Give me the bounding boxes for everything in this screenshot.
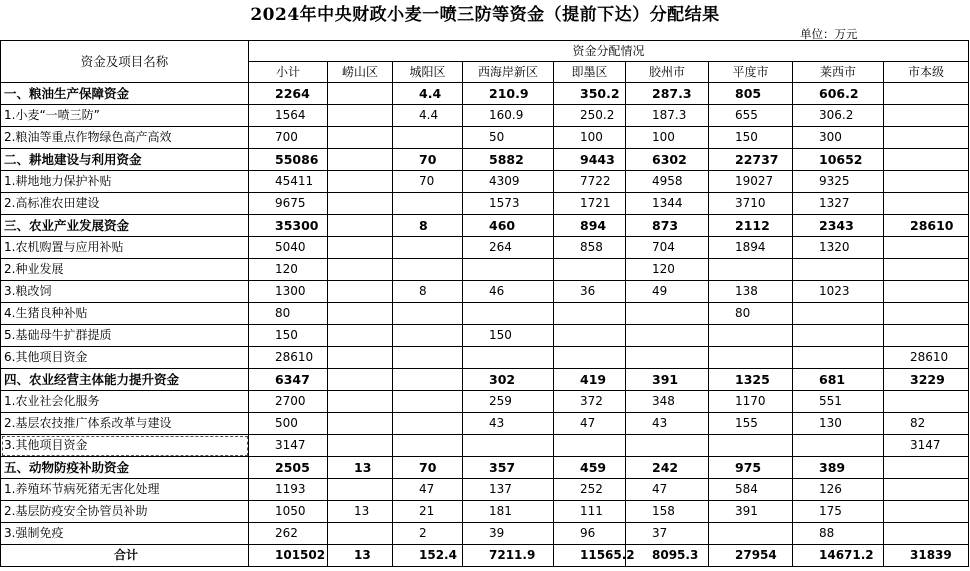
value-cell[interactable] xyxy=(328,215,393,237)
value-cell[interactable]: 35300 xyxy=(249,215,328,237)
value-cell[interactable]: 7722 xyxy=(554,171,626,193)
value-cell[interactable] xyxy=(393,347,463,369)
value-cell[interactable]: 43 xyxy=(463,413,554,435)
value-cell[interactable]: 259 xyxy=(463,391,554,413)
value-cell[interactable]: 130 xyxy=(793,413,884,435)
column-header[interactable]: 莱西市 xyxy=(793,62,884,83)
value-cell[interactable]: 45411 xyxy=(249,171,328,193)
header-row-group xyxy=(1,41,969,62)
value-cell[interactable]: 150 xyxy=(463,325,554,347)
value-cell[interactable]: 1320 xyxy=(793,237,884,259)
value-cell[interactable]: 1193 xyxy=(249,479,328,501)
row-label-cell[interactable]: 1.小麦“一喷三防” xyxy=(1,105,249,127)
value-cell[interactable]: 262 xyxy=(249,523,328,545)
value-cell[interactable]: 242 xyxy=(626,457,709,479)
value-cell[interactable] xyxy=(884,391,969,413)
value-cell[interactable]: 704 xyxy=(626,237,709,259)
value-cell[interactable]: 155 xyxy=(709,413,793,435)
row-label-cell[interactable]: 1.农业社会化服务 xyxy=(1,391,249,413)
value-cell[interactable]: 1170 xyxy=(709,391,793,413)
value-cell[interactable] xyxy=(328,105,393,127)
table-row xyxy=(1,435,969,457)
row-label-cell[interactable]: 3.强制免疫 xyxy=(1,523,249,545)
value-cell[interactable]: 55086 xyxy=(249,149,328,171)
section-row xyxy=(1,457,969,479)
table-row xyxy=(1,325,969,347)
value-cell[interactable] xyxy=(393,237,463,259)
value-cell[interactable]: 250.2 xyxy=(554,105,626,127)
value-cell[interactable]: 8 xyxy=(393,215,463,237)
table-row xyxy=(1,237,969,259)
value-cell[interactable] xyxy=(709,435,793,457)
value-cell[interactable] xyxy=(328,347,393,369)
value-cell[interactable]: 111 xyxy=(554,501,626,523)
value-cell[interactable] xyxy=(709,347,793,369)
value-cell[interactable] xyxy=(626,435,709,457)
value-cell[interactable] xyxy=(328,171,393,193)
value-cell[interactable] xyxy=(393,193,463,215)
table-row xyxy=(1,303,969,325)
value-cell[interactable] xyxy=(328,303,393,325)
value-cell[interactable]: 96 xyxy=(554,523,626,545)
value-cell[interactable]: 1573 xyxy=(463,193,554,215)
table-row xyxy=(1,501,969,523)
value-cell[interactable]: 50 xyxy=(463,127,554,149)
value-cell[interactable] xyxy=(626,303,709,325)
value-cell[interactable] xyxy=(328,479,393,501)
value-cell[interactable]: 975 xyxy=(709,457,793,479)
value-cell[interactable]: 21 xyxy=(393,501,463,523)
value-cell[interactable] xyxy=(884,149,969,171)
value-cell[interactable] xyxy=(884,193,969,215)
value-cell[interactable]: 150 xyxy=(709,127,793,149)
value-cell[interactable]: 391 xyxy=(709,501,793,523)
value-cell[interactable]: 138 xyxy=(709,281,793,303)
value-cell[interactable] xyxy=(884,479,969,501)
value-cell[interactable] xyxy=(328,127,393,149)
value-cell[interactable]: 1344 xyxy=(626,193,709,215)
row-label-cell[interactable]: 6.其他项目资金 xyxy=(1,347,249,369)
value-cell[interactable]: 49 xyxy=(626,281,709,303)
value-cell[interactable]: 348 xyxy=(626,391,709,413)
value-cell[interactable] xyxy=(328,237,393,259)
value-cell[interactable]: 46 xyxy=(463,281,554,303)
row-label-cell[interactable]: 二、耕地建设与利用资金 xyxy=(1,149,249,171)
value-cell[interactable]: 500 xyxy=(249,413,328,435)
value-cell[interactable] xyxy=(626,325,709,347)
row-label-cell[interactable]: 三、农业产业发展资金 xyxy=(1,215,249,237)
value-cell[interactable] xyxy=(884,501,969,523)
value-cell[interactable]: 391 xyxy=(626,369,709,391)
value-cell[interactable]: 460 xyxy=(463,215,554,237)
row-label-cell[interactable]: 1.养殖环节病死猪无害化处理 xyxy=(1,479,249,501)
value-cell[interactable] xyxy=(884,523,969,545)
value-cell[interactable]: 3147 xyxy=(884,435,969,457)
row-label-cell[interactable]: 一、粮油生产保障资金 xyxy=(1,83,249,105)
value-cell[interactable] xyxy=(393,259,463,281)
value-cell[interactable]: 700 xyxy=(249,127,328,149)
value-cell[interactable]: 14671.2 xyxy=(793,545,884,567)
value-cell[interactable] xyxy=(328,523,393,545)
value-cell[interactable]: 858 xyxy=(554,237,626,259)
value-cell[interactable]: 3710 xyxy=(709,193,793,215)
value-cell[interactable] xyxy=(328,325,393,347)
value-cell[interactable] xyxy=(626,347,709,369)
value-cell[interactable]: 39 xyxy=(463,523,554,545)
value-cell[interactable] xyxy=(884,105,969,127)
unit-label: 单位：万元 xyxy=(800,27,858,41)
value-cell[interactable]: 80 xyxy=(709,303,793,325)
value-cell[interactable]: 4.4 xyxy=(393,105,463,127)
value-cell[interactable] xyxy=(328,413,393,435)
value-cell[interactable]: 2700 xyxy=(249,391,328,413)
value-cell[interactable] xyxy=(884,303,969,325)
value-cell[interactable]: 2505 xyxy=(249,457,328,479)
value-cell[interactable] xyxy=(554,325,626,347)
column-header[interactable]: 即墨区 xyxy=(554,62,626,83)
value-cell[interactable]: 100 xyxy=(626,127,709,149)
value-cell[interactable]: 2 xyxy=(393,523,463,545)
value-cell[interactable] xyxy=(393,369,463,391)
value-cell[interactable]: 252 xyxy=(554,479,626,501)
value-cell[interactable]: 1564 xyxy=(249,105,328,127)
value-cell[interactable]: 47 xyxy=(626,479,709,501)
value-cell[interactable]: 655 xyxy=(709,105,793,127)
value-cell[interactable] xyxy=(793,325,884,347)
value-cell[interactable]: 27954 xyxy=(709,545,793,567)
value-cell[interactable]: 9443 xyxy=(554,149,626,171)
row-label-cell[interactable]: 3.粮改饲 xyxy=(1,281,249,303)
value-cell[interactable]: 36 xyxy=(554,281,626,303)
value-cell[interactable]: 1721 xyxy=(554,193,626,215)
value-cell[interactable] xyxy=(884,127,969,149)
column-header[interactable]: 平度市 xyxy=(709,62,793,83)
row-label-cell[interactable]: 2.基层防疫安全协管员补助 xyxy=(1,501,249,523)
column-header[interactable]: 市本级 xyxy=(884,62,969,83)
value-cell[interactable]: 5882 xyxy=(463,149,554,171)
row-label-cell[interactable]: 2.粮油等重点作物绿色高产高效 xyxy=(1,127,249,149)
value-cell[interactable]: 8 xyxy=(393,281,463,303)
value-cell[interactable]: 3147 xyxy=(249,435,328,457)
value-cell[interactable]: 3229 xyxy=(884,369,969,391)
value-cell[interactable] xyxy=(393,127,463,149)
value-cell[interactable]: 43 xyxy=(626,413,709,435)
item-name-header[interactable]: 资金及项目名称 xyxy=(1,41,249,83)
value-cell[interactable]: 158 xyxy=(626,501,709,523)
value-cell[interactable]: 80 xyxy=(249,303,328,325)
value-cell[interactable]: 181 xyxy=(463,501,554,523)
value-cell[interactable] xyxy=(554,347,626,369)
value-cell[interactable]: 300 xyxy=(793,127,884,149)
value-cell[interactable] xyxy=(884,259,969,281)
table-row xyxy=(1,413,969,435)
value-cell[interactable] xyxy=(393,391,463,413)
allocation-group-header[interactable]: 资金分配情况 xyxy=(249,41,969,62)
value-cell[interactable] xyxy=(884,237,969,259)
value-cell[interactable]: 350.2 xyxy=(554,83,626,105)
column-header[interactable]: 西海岸新区 xyxy=(463,62,554,83)
value-cell[interactable] xyxy=(463,347,554,369)
value-cell[interactable] xyxy=(884,83,969,105)
value-cell[interactable]: 2343 xyxy=(793,215,884,237)
table-row xyxy=(1,347,969,369)
value-cell[interactable]: 47 xyxy=(554,413,626,435)
value-cell[interactable]: 873 xyxy=(626,215,709,237)
value-cell[interactable] xyxy=(328,435,393,457)
row-label-cell[interactable]: 5.基础母牛扩群提质 xyxy=(1,325,249,347)
value-cell[interactable]: 28610 xyxy=(249,347,328,369)
value-cell[interactable] xyxy=(393,303,463,325)
value-cell[interactable]: 28610 xyxy=(884,347,969,369)
value-cell[interactable]: 137 xyxy=(463,479,554,501)
value-cell[interactable] xyxy=(328,149,393,171)
value-cell[interactable] xyxy=(884,281,969,303)
table-row xyxy=(1,127,969,149)
value-cell[interactable]: 11565.2 xyxy=(554,545,626,567)
value-cell[interactable]: 126 xyxy=(793,479,884,501)
section-row xyxy=(1,215,969,237)
value-cell[interactable] xyxy=(393,413,463,435)
value-cell[interactable]: 101502 xyxy=(249,545,328,567)
row-label-cell[interactable]: 四、农业经营主体能力提升资金 xyxy=(1,369,249,391)
table-row xyxy=(1,193,969,215)
value-cell[interactable]: 187.3 xyxy=(626,105,709,127)
table-row xyxy=(1,171,969,193)
value-cell[interactable]: 1325 xyxy=(709,369,793,391)
value-cell[interactable] xyxy=(328,259,393,281)
value-cell[interactable]: 13 xyxy=(328,545,393,567)
value-cell[interactable]: 7211.9 xyxy=(463,545,554,567)
value-cell[interactable] xyxy=(554,435,626,457)
column-header[interactable]: 城阳区 xyxy=(393,62,463,83)
value-cell[interactable]: 70 xyxy=(393,149,463,171)
table-body xyxy=(1,83,969,567)
value-cell[interactable] xyxy=(554,303,626,325)
value-cell[interactable]: 10652 xyxy=(793,149,884,171)
row-label-cell[interactable]: 1.农机购置与应用补贴 xyxy=(1,237,249,259)
value-cell[interactable]: 372 xyxy=(554,391,626,413)
value-cell[interactable] xyxy=(709,325,793,347)
value-cell[interactable]: 88 xyxy=(793,523,884,545)
value-cell[interactable]: 70 xyxy=(393,171,463,193)
value-cell[interactable] xyxy=(328,83,393,105)
value-cell[interactable]: 2264 xyxy=(249,83,328,105)
value-cell[interactable]: 302 xyxy=(463,369,554,391)
value-cell[interactable]: 6347 xyxy=(249,369,328,391)
value-cell[interactable]: 47 xyxy=(393,479,463,501)
value-cell[interactable]: 1894 xyxy=(709,237,793,259)
value-cell[interactable]: 22737 xyxy=(709,149,793,171)
value-cell[interactable]: 8095.3 xyxy=(626,545,709,567)
section-row xyxy=(1,83,969,105)
value-cell[interactable]: 37 xyxy=(626,523,709,545)
value-cell[interactable]: 28610 xyxy=(884,215,969,237)
table-row xyxy=(1,281,969,303)
value-cell[interactable]: 120 xyxy=(249,259,328,281)
value-cell[interactable]: 1327 xyxy=(793,193,884,215)
value-cell[interactable] xyxy=(328,391,393,413)
value-cell[interactable]: 175 xyxy=(793,501,884,523)
value-cell[interactable] xyxy=(793,347,884,369)
section-row xyxy=(1,369,969,391)
value-cell[interactable] xyxy=(328,369,393,391)
value-cell[interactable]: 389 xyxy=(793,457,884,479)
section-row xyxy=(1,149,969,171)
value-cell[interactable]: 4.4 xyxy=(393,83,463,105)
value-cell[interactable]: 152.4 xyxy=(393,545,463,567)
value-cell[interactable]: 681 xyxy=(793,369,884,391)
value-cell[interactable]: 70 xyxy=(393,457,463,479)
column-header[interactable]: 崂山区 xyxy=(328,62,393,83)
value-cell[interactable] xyxy=(554,259,626,281)
value-cell[interactable]: 13 xyxy=(328,457,393,479)
value-cell[interactable] xyxy=(884,325,969,347)
value-cell[interactable]: 9325 xyxy=(793,171,884,193)
total-row xyxy=(1,545,969,567)
value-cell[interactable] xyxy=(463,435,554,457)
value-cell[interactable] xyxy=(328,281,393,303)
value-cell[interactable]: 6302 xyxy=(626,149,709,171)
value-cell[interactable] xyxy=(393,435,463,457)
value-cell[interactable]: 1050 xyxy=(249,501,328,523)
value-cell[interactable] xyxy=(393,325,463,347)
value-cell[interactable]: 210.9 xyxy=(463,83,554,105)
value-cell[interactable]: 13 xyxy=(328,501,393,523)
value-cell[interactable] xyxy=(709,259,793,281)
value-cell[interactable]: 419 xyxy=(554,369,626,391)
row-label-cell[interactable]: 五、动物防疫补助资金 xyxy=(1,457,249,479)
column-header[interactable]: 胶州市 xyxy=(626,62,709,83)
row-label-cell[interactable]: 3.其他项目资金 xyxy=(1,435,249,457)
value-cell[interactable]: 1023 xyxy=(793,281,884,303)
row-label-cell[interactable]: 1.耕地地力保护补贴 xyxy=(1,171,249,193)
value-cell[interactable]: 82 xyxy=(884,413,969,435)
value-cell[interactable] xyxy=(328,193,393,215)
value-cell[interactable]: 894 xyxy=(554,215,626,237)
value-cell[interactable] xyxy=(463,303,554,325)
row-label-cell[interactable]: 2.种业发展 xyxy=(1,259,249,281)
value-cell[interactable] xyxy=(884,171,969,193)
column-header[interactable]: 小计 xyxy=(249,62,328,83)
value-cell[interactable]: 584 xyxy=(709,479,793,501)
value-cell[interactable]: 160.9 xyxy=(463,105,554,127)
value-cell[interactable]: 120 xyxy=(626,259,709,281)
table-row xyxy=(1,105,969,127)
value-cell[interactable]: 287.3 xyxy=(626,83,709,105)
value-cell[interactable]: 31839 xyxy=(884,545,969,567)
value-cell[interactable]: 264 xyxy=(463,237,554,259)
row-label-cell[interactable]: 4.生猪良种补贴 xyxy=(1,303,249,325)
document-title: 2024年中央财政小麦一喷三防等资金（提前下达）分配结果 xyxy=(250,5,720,25)
allocation-table xyxy=(0,40,969,567)
value-cell[interactable]: 2112 xyxy=(709,215,793,237)
value-cell[interactable]: 805 xyxy=(709,83,793,105)
value-cell[interactable]: 19027 xyxy=(709,171,793,193)
value-cell[interactable]: 357 xyxy=(463,457,554,479)
value-cell[interactable] xyxy=(793,259,884,281)
row-label-cell[interactable]: 2.高标准农田建设 xyxy=(1,193,249,215)
value-cell[interactable] xyxy=(463,259,554,281)
row-label-cell[interactable]: 2.基层农技推广体系改革与建设 xyxy=(1,413,249,435)
table-row xyxy=(1,523,969,545)
value-cell[interactable]: 306.2 xyxy=(793,105,884,127)
value-cell[interactable]: 100 xyxy=(554,127,626,149)
value-cell[interactable]: 150 xyxy=(249,325,328,347)
value-cell[interactable] xyxy=(793,435,884,457)
table-row xyxy=(1,391,969,413)
value-cell[interactable] xyxy=(884,457,969,479)
value-cell[interactable]: 4958 xyxy=(626,171,709,193)
value-cell[interactable]: 4309 xyxy=(463,171,554,193)
value-cell[interactable]: 5040 xyxy=(249,237,328,259)
value-cell[interactable]: 9675 xyxy=(249,193,328,215)
table-row xyxy=(1,259,969,281)
table-row xyxy=(1,479,969,501)
value-cell[interactable]: 606.2 xyxy=(793,83,884,105)
value-cell[interactable]: 551 xyxy=(793,391,884,413)
row-label-cell[interactable]: 合计 xyxy=(1,545,249,567)
value-cell[interactable] xyxy=(709,523,793,545)
value-cell[interactable]: 459 xyxy=(554,457,626,479)
value-cell[interactable] xyxy=(793,303,884,325)
value-cell[interactable]: 1300 xyxy=(249,281,328,303)
